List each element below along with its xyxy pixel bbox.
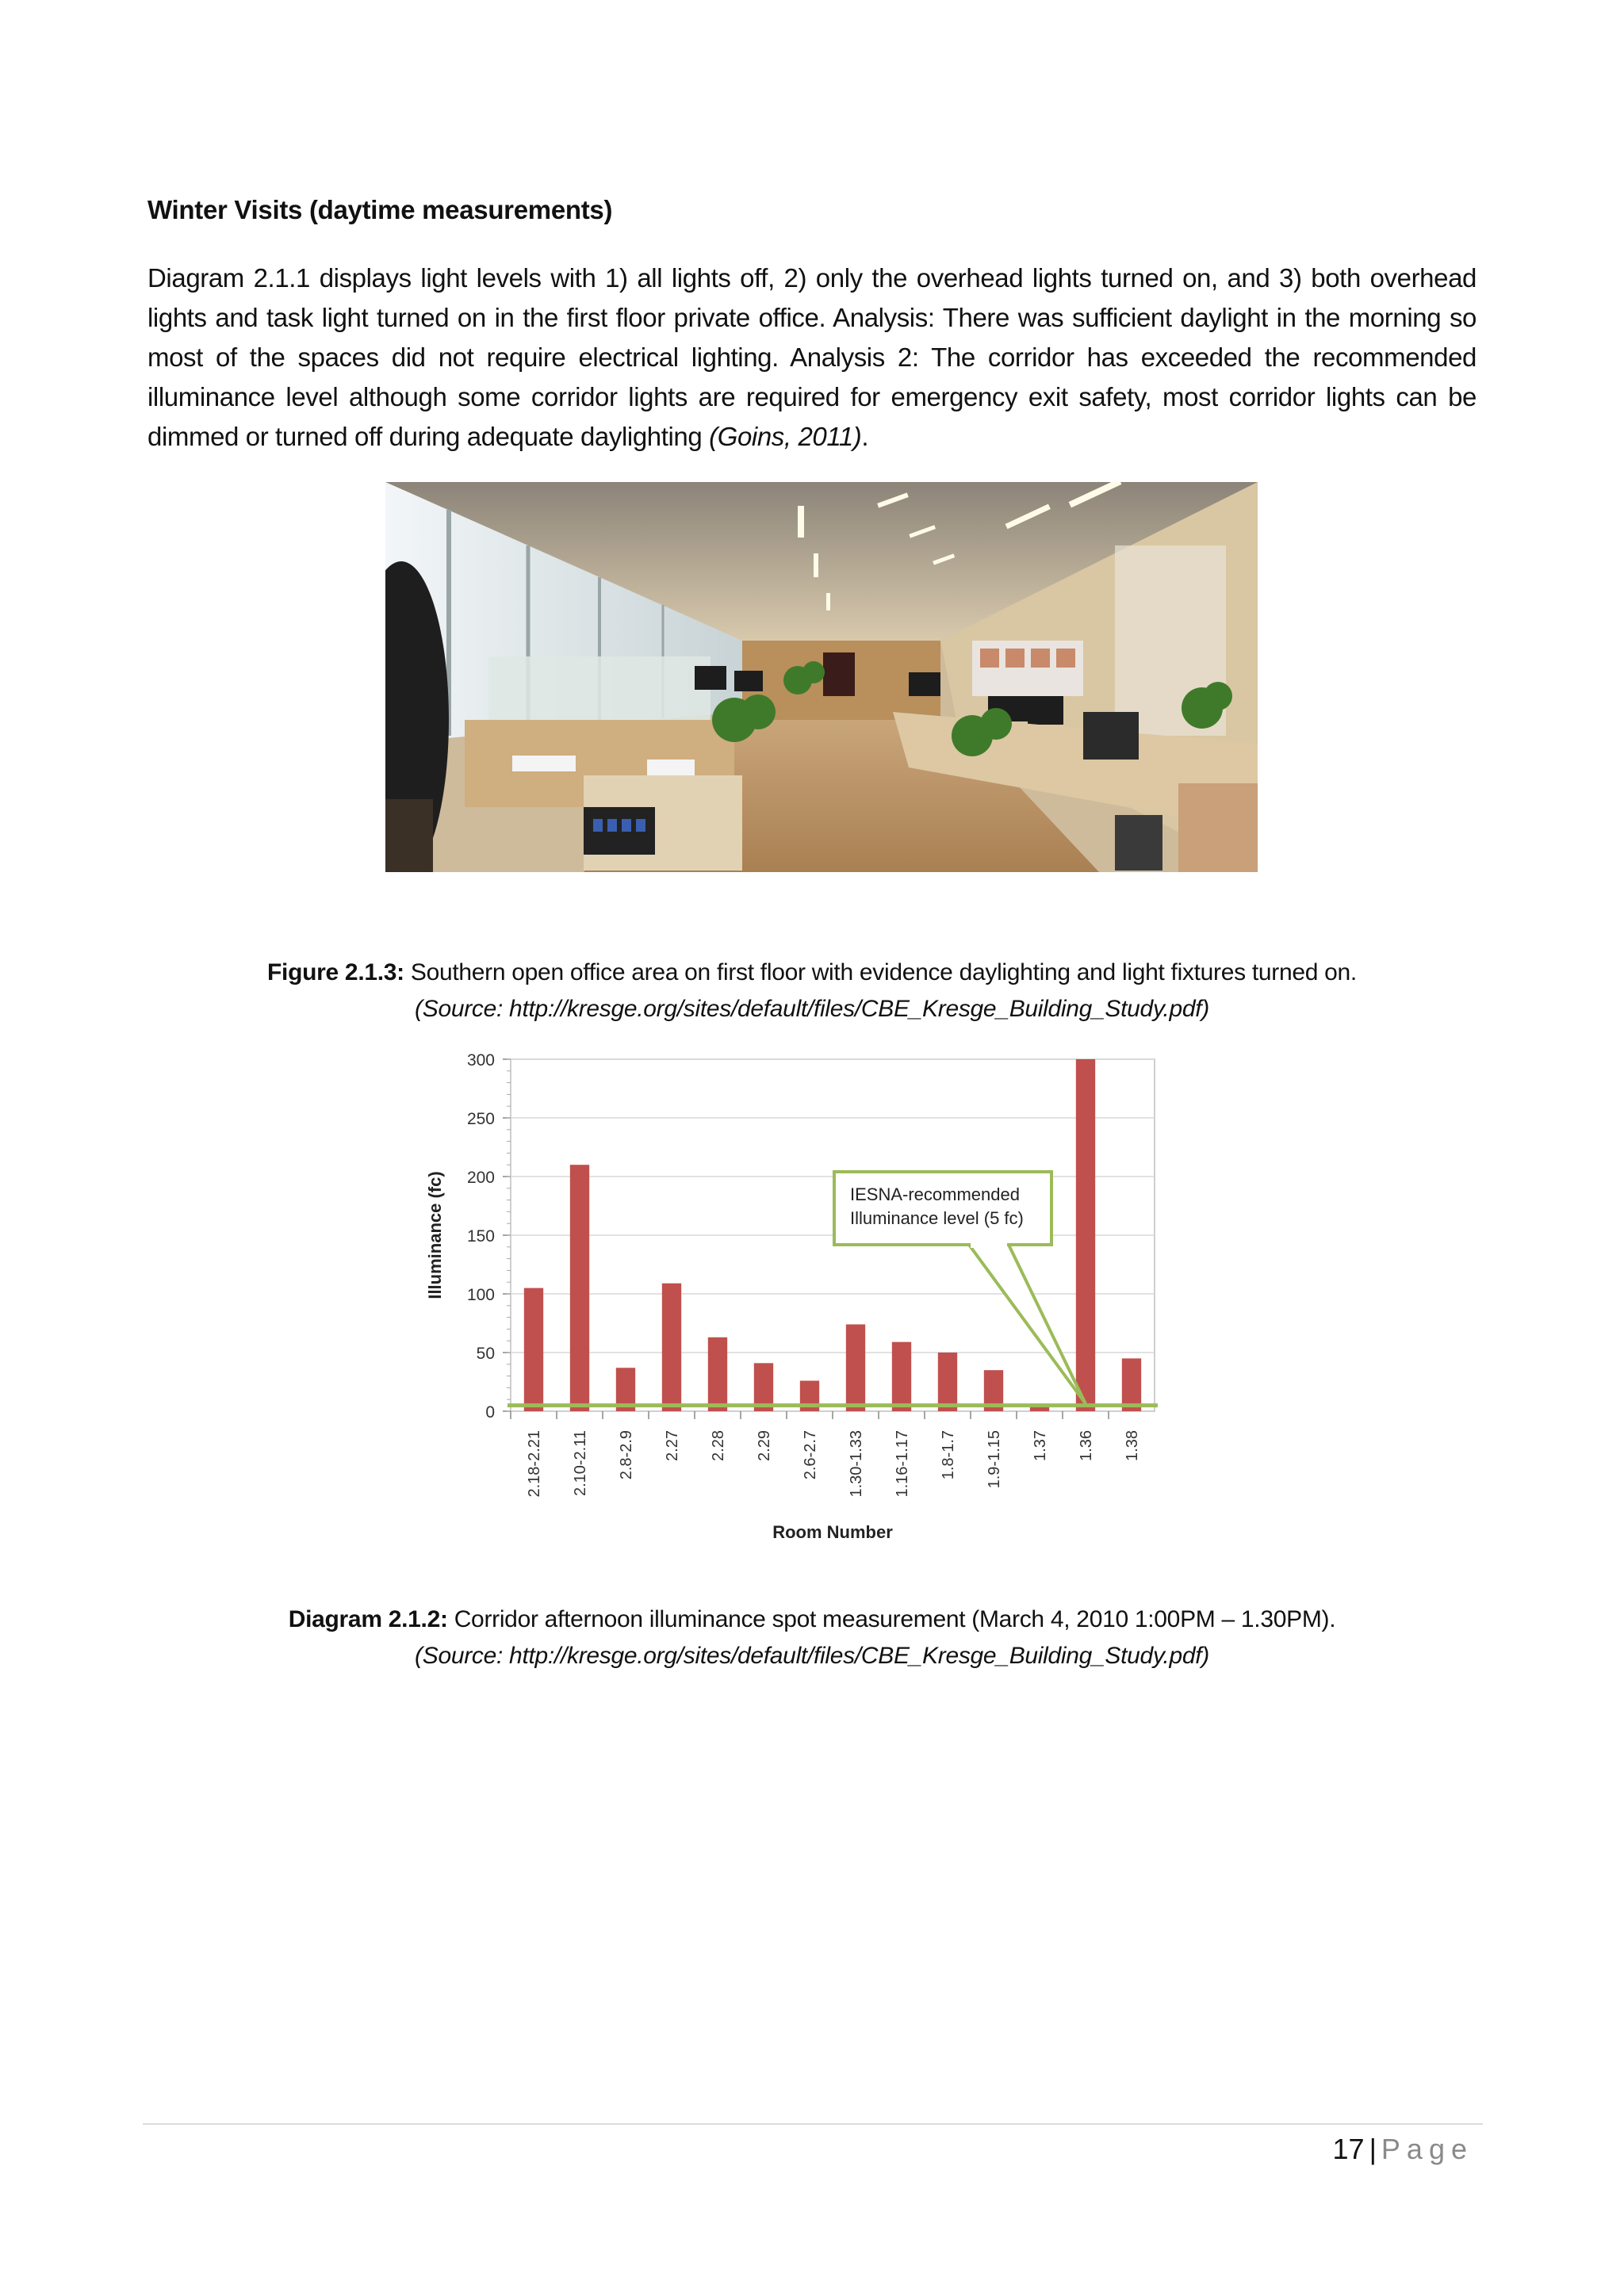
x-tick-label: 2.8-2.9 xyxy=(618,1430,635,1480)
x-tick-label: 1.8-1.7 xyxy=(940,1430,957,1480)
page-number-value: 17 xyxy=(1332,2133,1365,2165)
page-word: Page xyxy=(1381,2133,1473,2165)
y-tick-label: 100 xyxy=(466,1286,495,1304)
y-tick-label: 0 xyxy=(485,1403,495,1422)
bar xyxy=(662,1284,681,1411)
bar xyxy=(892,1342,911,1411)
x-axis-label: Room Number xyxy=(772,1522,893,1542)
diagram-source: (Source: http://kresge.org/sites/default/files/CBE_Kresge_Building_Study.pdf) xyxy=(415,1643,1209,1669)
bar xyxy=(708,1337,727,1411)
x-tick-label: 1.36 xyxy=(1078,1430,1095,1461)
paragraph-text: Diagram 2.1.1 displays light levels with 1) all lights off, 2) only the overhead lights turned on, and 3) both overhead lights and task light turned on in the first floor private office. Analysis: There was sufficient daylight in the morning so most of the spaces did not require electrical lighting. Analysis 2: The corridor has exceeded the recommended illuminance level although some corridor lights are required for emergency exit safety, most corridor lights can be dimmed or turned off during adequate daylighting xyxy=(147,263,1477,451)
figure-text: Southern open office area on first floor with evidence daylighting and light fixtures turned on. xyxy=(404,959,1357,985)
x-tick-label: 1.16-1.17 xyxy=(894,1430,911,1498)
section-heading: Winter Visits (daytime measurements) xyxy=(147,195,613,224)
y-tick-label: 200 xyxy=(466,1169,495,1187)
x-tick-label: 2.27 xyxy=(664,1430,681,1461)
bar xyxy=(570,1165,589,1411)
office-photo xyxy=(385,482,1258,872)
x-tick-label: 1.37 xyxy=(1032,1430,1049,1461)
annotation-line-2: Illuminance level (5 fc) xyxy=(850,1208,1024,1228)
office-photo-illustration xyxy=(385,482,1258,872)
x-tick-label: 2.28 xyxy=(710,1430,727,1461)
bar xyxy=(524,1288,543,1411)
bar xyxy=(846,1324,865,1411)
figure-label: Figure 2.1.3: xyxy=(267,959,404,985)
diagram-text: Corridor afternoon illuminance spot measurement (March 4, 2010 1:00PM – 1.30PM). xyxy=(447,1606,1336,1632)
y-tick-label: 250 xyxy=(466,1110,495,1128)
body-paragraph xyxy=(147,258,1477,457)
y-tick-label: 50 xyxy=(476,1345,495,1363)
y-axis-label: Illuminance (fc) xyxy=(425,1171,445,1299)
diagram-caption xyxy=(0,1601,1624,1674)
figure-caption xyxy=(0,955,1624,1027)
x-tick-label: 2.6-2.7 xyxy=(802,1430,819,1480)
x-tick-label: 1.30-1.33 xyxy=(848,1430,865,1498)
figure-source: (Source: http://kresge.org/sites/default/files/CBE_Kresge_Building_Study.pdf) xyxy=(415,996,1209,1022)
y-tick-label: 150 xyxy=(466,1227,495,1246)
x-tick-label: 1.9-1.15 xyxy=(986,1430,1003,1489)
page-separator: | xyxy=(1369,2133,1377,2165)
y-tick-label: 300 xyxy=(466,1051,495,1070)
chart-svg xyxy=(412,1039,1189,1554)
bar xyxy=(1122,1358,1141,1411)
paragraph-end: . xyxy=(861,422,869,451)
annotation-line-1: IESNA-recommended xyxy=(850,1184,1020,1204)
diagram-label: Diagram 2.1.2: xyxy=(288,1606,448,1632)
illuminance-bar-chart xyxy=(412,1039,1189,1554)
footer-divider xyxy=(143,2123,1483,2125)
annotation-mask xyxy=(971,1242,1007,1248)
bar xyxy=(1076,1059,1095,1411)
x-tick-label: 1.38 xyxy=(1124,1430,1141,1461)
paragraph-citation: (Goins, 2011) xyxy=(709,422,862,451)
bar xyxy=(938,1353,957,1411)
x-tick-label: 2.29 xyxy=(756,1430,773,1461)
x-tick-label: 2.18-2.21 xyxy=(526,1430,543,1498)
x-tick-label: 2.10-2.11 xyxy=(572,1430,589,1497)
page-number xyxy=(1333,2133,1473,2166)
